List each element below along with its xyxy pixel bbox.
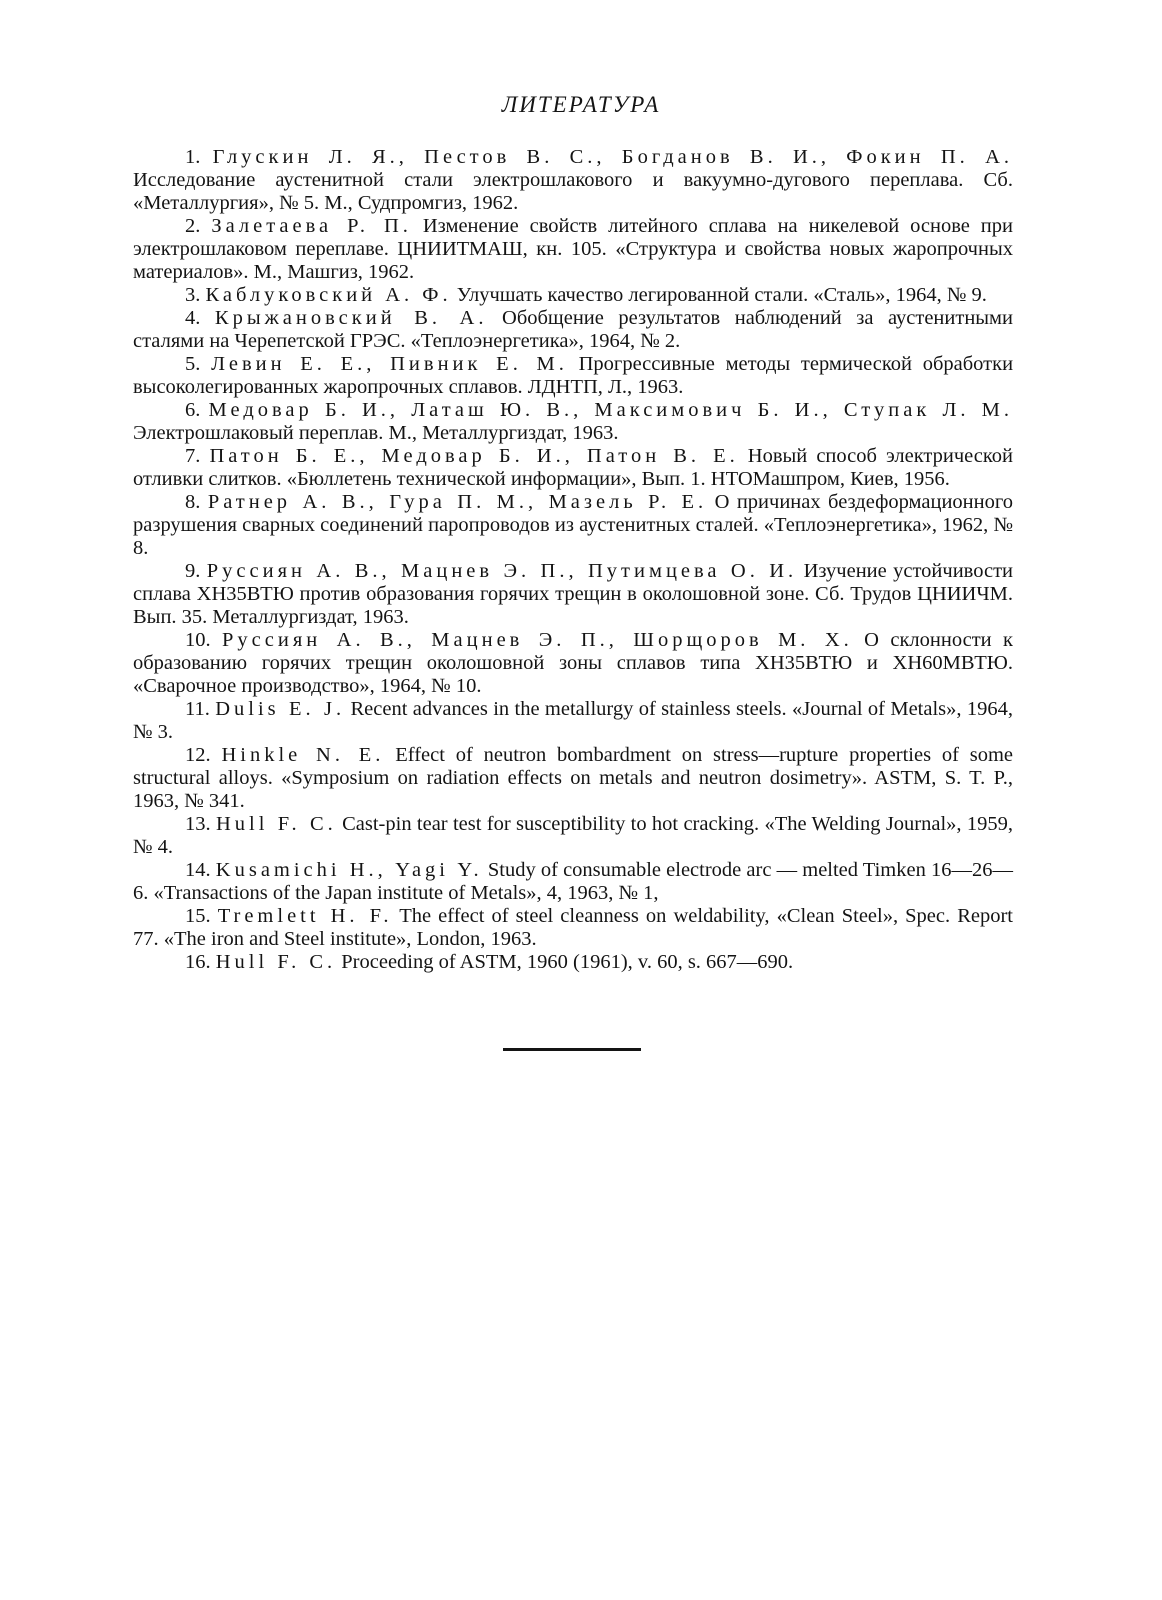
reference-item — [133, 399, 1013, 445]
reference-item — [133, 560, 1013, 629]
reference-text: Улучшать качество легированной стали. «Сталь», 1964, № 9. — [456, 284, 987, 306]
reference-text: Исследование аустенитной стали электрошлакового и вакуумно-дугового переплава. Сб. «Металлургия», № 5. М., Судпромгиз, 1962. — [133, 169, 1013, 214]
page-title: ЛИТЕРАТУРА — [501, 92, 661, 117]
reference-item — [133, 905, 1013, 951]
reference-item — [133, 445, 1013, 491]
reference-authors: Hull F. C. — [215, 813, 337, 835]
reference-authors: Ратнер А. В., Гура П. М., Мазель Р. Е. — [207, 491, 708, 513]
reference-text: Прогрессивные методы термической обработки высоколегированных жаропрочных сплавов. ЛДНТП, Л., 1963. — [133, 353, 1014, 398]
reference-authors: Руссиян А. В., Мацнев Э. П., Путимцева О. И. — [206, 560, 798, 582]
reference-authors: Kusamichi H., Yagi Y. — [215, 859, 483, 881]
reference-item — [133, 215, 1013, 284]
reference-text: The effect of steel cleanness on weldability, «Clean Steel», Spec. Report 77. «The iron and Steel institute», London, 1963. — [133, 905, 1013, 950]
reference-number: 5. — [185, 353, 201, 375]
reference-number: 14. — [185, 859, 211, 881]
reference-number: 4. — [185, 307, 201, 329]
reference-text: Обобщение результатов наблюдений за аустенитными сталями на Черепетской ГРЭС. «Теплоэнергетика», 1964, № 2. — [133, 307, 1014, 352]
reference-number: 3. — [185, 284, 201, 306]
reference-item — [133, 629, 1013, 698]
reference-number: 10. — [185, 629, 211, 651]
reference-text: Cast-pin tear test for susceptibility to hot cracking. «The Welding Journal», 1959, № 4. — [133, 813, 1014, 858]
reference-number: 11. — [185, 698, 210, 720]
reference-item — [133, 698, 1013, 744]
reference-authors: Левин Е. Е., Пивник Е. М. — [211, 353, 568, 375]
reference-authors: Руссиян А. В., Мацнев Э. П., Шорщоров М. Х. — [222, 629, 853, 651]
reference-text: О причинах бездеформационного разрушения сварных соединений паропроводов из аустенитных сталей. «Теплоэнергетика», 1962, № 8. — [133, 491, 1014, 559]
reference-authors: Залетаева Р. П. — [211, 215, 412, 237]
reference-number: 13. — [185, 813, 211, 835]
reference-text: Effect of neutron bombardment on stress—rupture properties of some structural alloys. «Symposium on radiation effects on metals and neutron dosimetry». ASTM, S. T. P., 1963, № 341. — [133, 744, 1014, 812]
reference-item — [133, 744, 1013, 813]
reference-item — [133, 353, 1013, 399]
reference-number: 9. — [185, 560, 201, 582]
reference-item — [133, 146, 1013, 215]
reference-authors: Каблуковский А. Ф. — [205, 284, 452, 306]
reference-item — [133, 284, 1013, 307]
reference-number: 8. — [185, 491, 201, 513]
reference-authors: Hinkle N. E. — [221, 744, 385, 766]
reference-authors: Tremlett H. F. — [217, 905, 393, 927]
reference-text: Изменение свойств литейного сплава на никелевой основе при электрошлаковом переплаве. ЦНИИТМАШ, кн. 105. «Структура и свойства новых жаропрочных материалов». М., Машгиз, 1962. — [133, 215, 1013, 283]
reference-number: 2. — [185, 215, 201, 237]
reference-list — [133, 146, 1013, 974]
reference-authors: Dulis E. J. — [215, 698, 346, 720]
reference-item — [133, 859, 1013, 905]
reference-authors: Глускин Л. Я., Пестов В. С., Богданов В. И., Фокин П. А. — [212, 146, 1013, 168]
reference-text: Recent advances in the metallurgy of stainless steels. «Journal of Metals», 1964, № 3. — [133, 698, 1014, 743]
reference-item — [133, 813, 1013, 859]
reference-number: 15. — [185, 905, 211, 927]
reference-item — [133, 491, 1013, 560]
reference-item — [133, 307, 1013, 353]
reference-text: Изучение устойчивости сплава ХН35ВТЮ против образования горячих трещин в околошовной зоне. Сб. Трудов ЦНИИЧМ. Вып. 35. Металлургиздат, 1963. — [133, 560, 1014, 628]
reference-text: О склонности к образованию горячих трещин околошовной зоны сплавов типа ХН35ВТЮ и ХН60МВТЮ. «Сварочное производство», 1964, № 10. — [133, 629, 1013, 697]
reference-text: Электрошлаковый переплав. М., Металлургиздат, 1963. — [133, 422, 619, 444]
reference-text: Proceeding of ASTM, 1960 (1961), v. 60, s. 667—690. — [341, 951, 794, 973]
reference-item — [133, 951, 1013, 974]
reference-authors: Патон Б. Е., Медовар Б. И., Патон В. Е. — [209, 445, 739, 467]
reference-authors: Hull F. C. — [215, 951, 337, 973]
reference-number: 12. — [185, 744, 211, 766]
end-rule — [503, 1048, 641, 1051]
reference-number: 7. — [185, 445, 201, 467]
reference-number: 16. — [185, 951, 211, 973]
reference-number: 6. — [185, 399, 201, 421]
reference-text: Study of consumable electrode arc — melted Timken 16—26—6. «Transactions of the Japan institute of Metals», 4, 1963, № 1, — [133, 859, 1014, 904]
reference-number: 1. — [185, 146, 201, 168]
reference-authors: Крыжановский В. А. — [214, 307, 488, 329]
reference-text: Новый способ электрической отливки слитков. «Бюллетень технической информации», Вып. 1. НТОМашпром, Киев, 1956. — [133, 445, 1014, 490]
reference-authors: Медовар Б. И., Латаш Ю. В., Максимович Б. И., Ступак Л. М. — [208, 399, 1013, 421]
